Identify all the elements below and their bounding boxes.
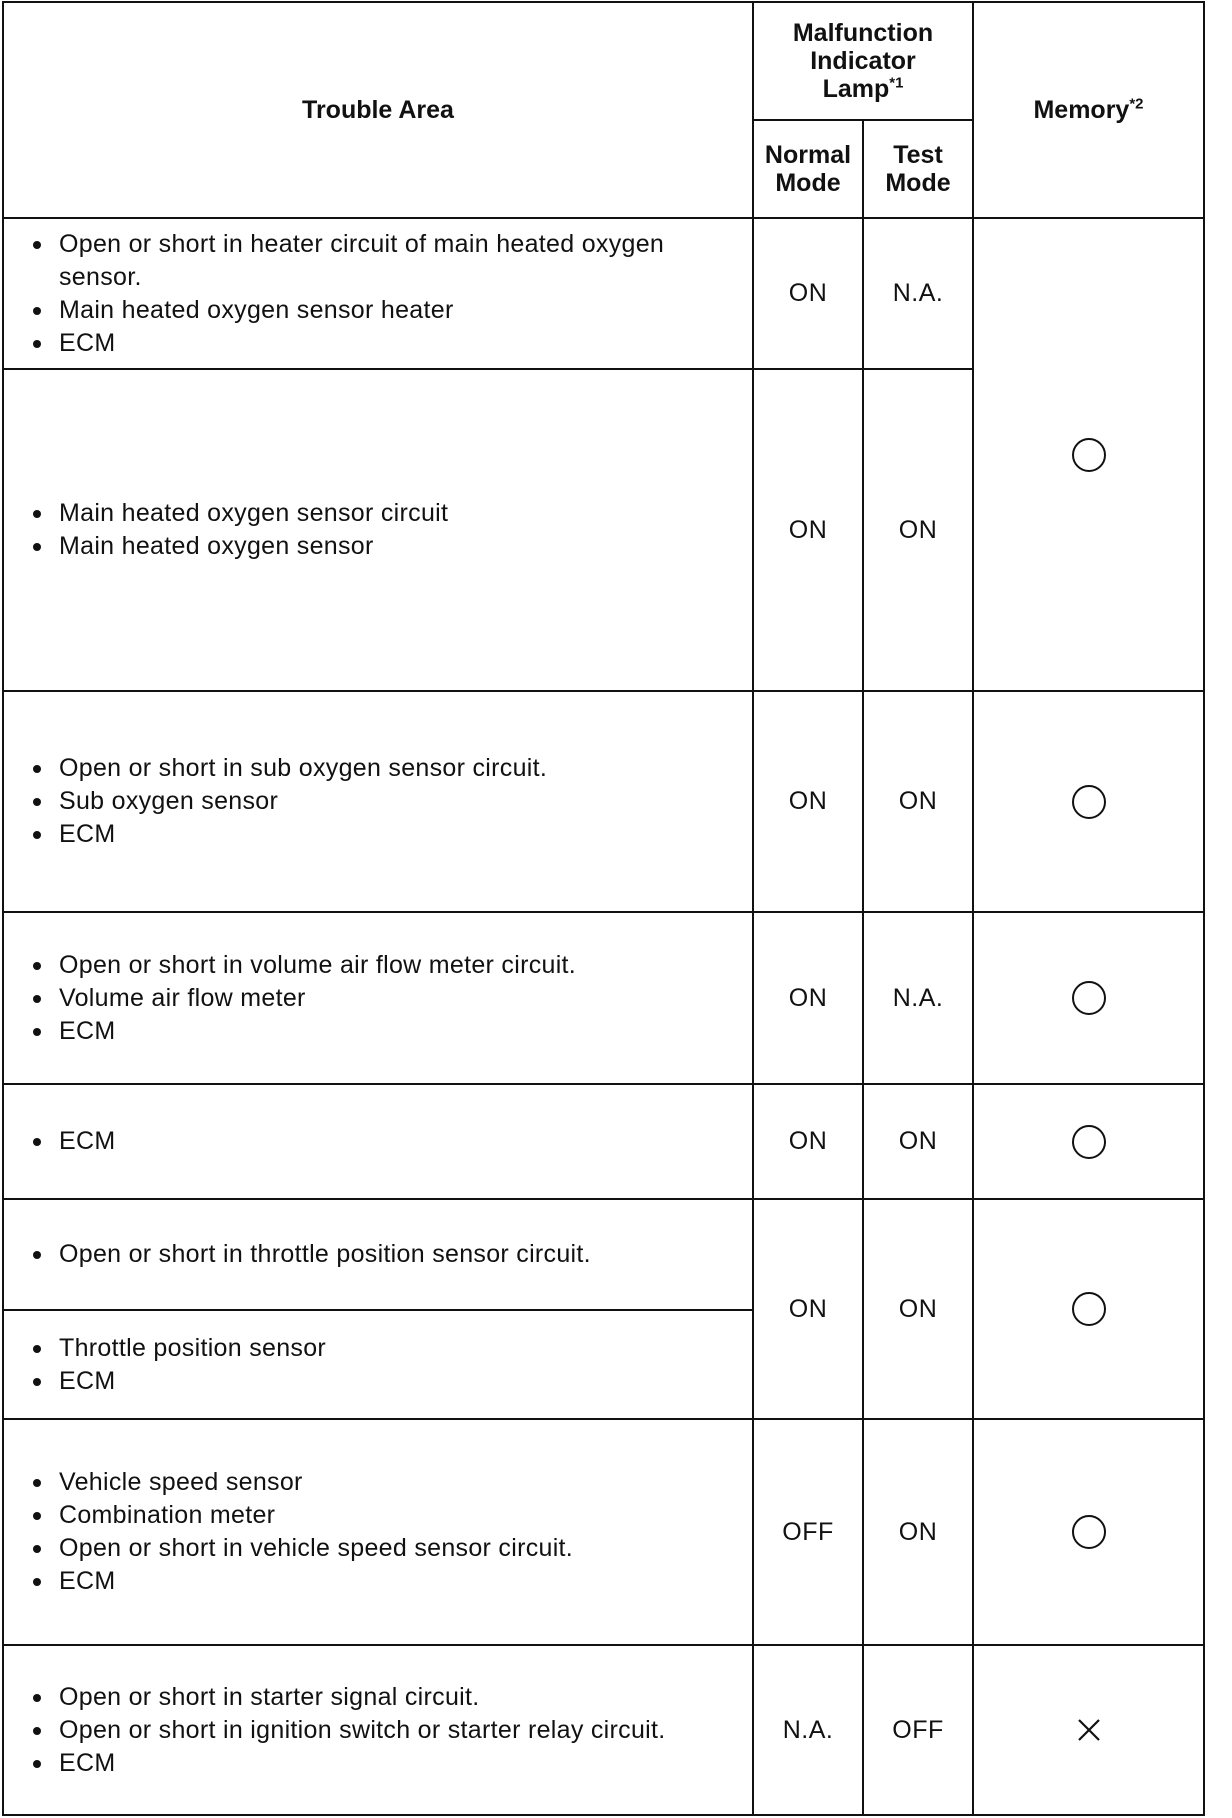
- header-normal-line2: Mode: [775, 169, 841, 197]
- header-mil-line2: Indicator: [810, 47, 916, 75]
- bullet-icon: [33, 1479, 41, 1487]
- circle-mark-icon: [1071, 1291, 1107, 1327]
- bullet-icon: [33, 543, 41, 551]
- bullet-icon: [33, 1545, 41, 1553]
- circle-mark-icon: [1071, 1124, 1107, 1160]
- header-normal-line1: Normal: [764, 141, 852, 169]
- list-item: [33, 1532, 742, 1565]
- row-8-normal-mode: N.A.: [752, 1644, 864, 1816]
- circle-mark-icon: [1071, 1514, 1107, 1550]
- row-1-normal-mode: ON: [752, 217, 864, 370]
- row-4-normal-mode: ON: [752, 911, 864, 1085]
- bullet-icon: [33, 1345, 41, 1353]
- list-item: [33, 530, 742, 563]
- list-item-text: Sub oxygen sensor: [59, 787, 279, 815]
- list-item: [33, 1747, 742, 1780]
- row-5-test-mode: ON: [862, 1083, 974, 1200]
- row-6-memory: [972, 1198, 1205, 1420]
- header-memory: [972, 1, 1205, 219]
- list-item-text: ECM: [59, 1366, 116, 1395]
- list-item-text: Open or short in ignition switch or starter relay circuit.: [59, 1715, 666, 1744]
- list-item: [33, 752, 742, 785]
- list-item-text: Throttle position sensor: [59, 1333, 327, 1362]
- header-trouble-area-label: Trouble Area: [302, 96, 454, 124]
- list-item-text: Combination meter: [59, 1501, 276, 1529]
- row-7-memory: [972, 1418, 1205, 1646]
- list-item-text: ECM: [59, 1127, 116, 1155]
- header-normal-mode: [752, 119, 864, 219]
- bullet-icon: [33, 241, 41, 249]
- list-item-text: Main heated oxygen sensor: [59, 532, 374, 560]
- bullet-icon: [33, 1251, 41, 1259]
- header-test-line2: Mode: [885, 169, 951, 197]
- row-5-trouble-area: [2, 1083, 754, 1200]
- list-item-text: Main heated oxygen sensor heater: [59, 295, 454, 324]
- list-item: [33, 1714, 742, 1747]
- header-memory-wrap: [1033, 96, 1143, 124]
- list-item-text: Open or short in heater circuit of main heated oxygen sensor.: [59, 229, 665, 291]
- list-item: [33, 1125, 742, 1158]
- row-1-2-memory: [972, 217, 1205, 692]
- list-item-text: Open or short in sub oxygen sensor circuit.: [59, 754, 548, 782]
- row-7-trouble-area: [2, 1418, 754, 1646]
- header-test-mode: [862, 119, 974, 219]
- bullet-icon: [33, 307, 41, 315]
- row-3-memory: [972, 690, 1205, 913]
- list-item: [33, 1499, 742, 1532]
- bullet-icon: [33, 1028, 41, 1036]
- list-item-text: ECM: [59, 1016, 116, 1045]
- row-2-normal-mode: ON: [752, 368, 864, 692]
- list-item: [33, 1565, 742, 1598]
- row-3-normal-mode: ON: [752, 690, 864, 913]
- list-item-text: Main heated oxygen sensor circuit: [59, 499, 449, 527]
- header-mil-line3: Lamp: [822, 75, 890, 103]
- bullet-icon: [33, 1378, 41, 1386]
- list-item-text: Open or short in starter signal circuit.: [59, 1682, 480, 1711]
- header-memory-label: Memory: [1033, 96, 1130, 124]
- list-item: [33, 818, 742, 851]
- list-item-text: Open or short in vehicle speed sensor circuit.: [59, 1534, 574, 1562]
- list-item: [33, 327, 742, 360]
- list-item: [33, 1681, 742, 1714]
- cross-mark-icon: [1074, 1715, 1104, 1745]
- list-item: [33, 497, 742, 530]
- list-item: [33, 1015, 742, 1048]
- row-8-trouble-area: [2, 1644, 754, 1816]
- list-item-text: Open or short in volume air flow meter circuit.: [59, 950, 577, 979]
- header-memory-note: *2: [1129, 95, 1144, 113]
- row-7-normal-mode: OFF: [752, 1418, 864, 1646]
- row-1-test-mode: N.A.: [862, 217, 974, 370]
- header-trouble-area: [2, 1, 754, 219]
- row-8-test-mode: OFF: [862, 1644, 974, 1816]
- row-6-normal-mode: ON: [752, 1198, 864, 1420]
- row-5-normal-mode: ON: [752, 1083, 864, 1200]
- list-item: [33, 228, 742, 294]
- row-2-test-mode: ON: [862, 368, 974, 692]
- bullet-icon: [33, 1760, 41, 1768]
- row-2-trouble-area: [2, 368, 754, 692]
- list-item: [33, 1466, 742, 1499]
- list-item-text: ECM: [59, 328, 116, 357]
- bullet-icon: [33, 1138, 41, 1146]
- row-3-test-mode: ON: [862, 690, 974, 913]
- circle-mark-icon: [1071, 980, 1107, 1016]
- bullet-icon: [33, 765, 41, 773]
- header-mil-note: *1: [889, 74, 904, 92]
- header-mil-line3-wrap: [823, 75, 904, 103]
- row-7-test-mode: ON: [862, 1418, 974, 1646]
- row-4-test-mode: N.A.: [862, 911, 974, 1085]
- row-3-trouble-area: [2, 690, 754, 913]
- list-item: [33, 1238, 742, 1271]
- header-test-line1: Test: [893, 141, 943, 169]
- list-item-text: ECM: [59, 1748, 116, 1777]
- row-6a-trouble-area: [2, 1198, 754, 1311]
- list-item-text: ECM: [59, 820, 116, 848]
- list-item: [33, 1365, 742, 1398]
- list-item: [33, 949, 742, 982]
- bullet-icon: [33, 962, 41, 970]
- row-6b-trouble-area: [2, 1309, 754, 1420]
- list-item: [33, 1332, 742, 1365]
- row-6-test-mode: ON: [862, 1198, 974, 1420]
- bullet-icon: [33, 340, 41, 348]
- circle-mark-icon: [1071, 437, 1107, 473]
- list-item: [33, 294, 742, 327]
- row-4-memory: [972, 911, 1205, 1085]
- bullet-icon: [33, 995, 41, 1003]
- list-item-text: Open or short in throttle position sensor circuit.: [59, 1240, 591, 1268]
- list-item-text: Volume air flow meter: [59, 983, 306, 1012]
- list-item: [33, 785, 742, 818]
- bullet-icon: [33, 798, 41, 806]
- bullet-icon: [33, 1578, 41, 1586]
- row-1-trouble-area: [2, 217, 754, 370]
- bullet-icon: [33, 1512, 41, 1520]
- row-4-trouble-area: [2, 911, 754, 1085]
- bullet-icon: [33, 1727, 41, 1735]
- trouble-table: [2, 1, 1212, 1816]
- bullet-icon: [33, 1694, 41, 1702]
- list-item-text: ECM: [59, 1567, 116, 1595]
- bullet-icon: [33, 510, 41, 518]
- list-item-text: Vehicle speed sensor: [59, 1468, 303, 1496]
- row-5-memory: [972, 1083, 1205, 1200]
- header-mil-line1: Malfunction: [792, 19, 934, 47]
- header-mil: [752, 1, 974, 121]
- circle-mark-icon: [1071, 784, 1107, 820]
- bullet-icon: [33, 831, 41, 839]
- list-item: [33, 982, 742, 1015]
- row-8-memory: [972, 1644, 1205, 1816]
